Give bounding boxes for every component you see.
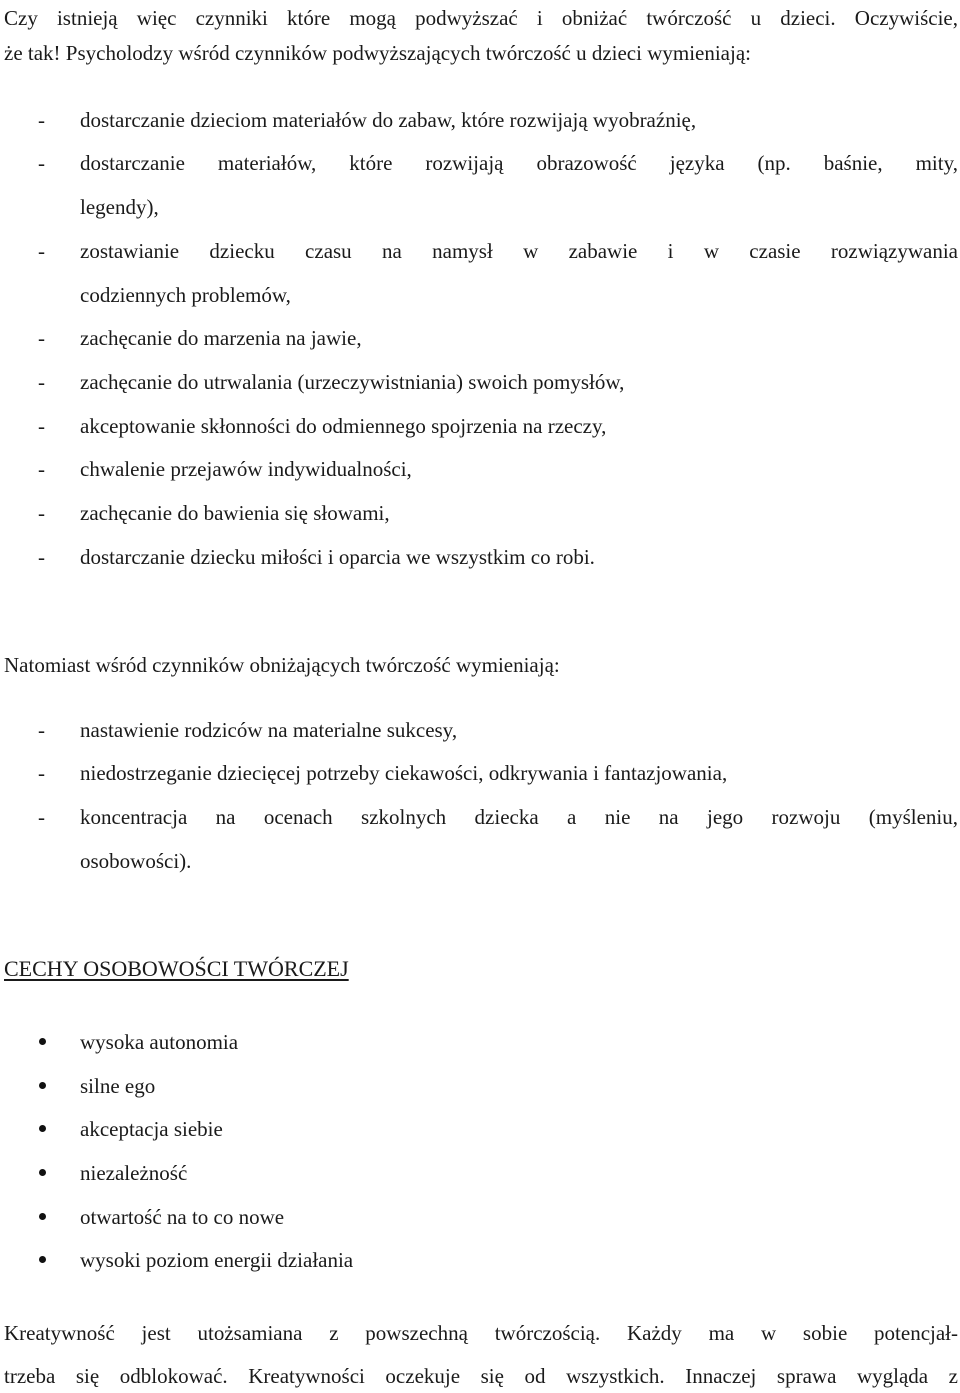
bullet-icon (39, 1256, 46, 1263)
list-dash: - (38, 457, 45, 481)
closing-line-1: Kreatywność jest utożsamiana z powszechną twórczością. Każdy ma w sobie potencjał- (4, 1321, 958, 1345)
list-dash: - (38, 761, 45, 785)
list-item: nastawienie rodziców na materialne sukcesy, (80, 718, 458, 742)
list-item: koncentracja na ocenach szkolnych dziecka a nie na jego rozwoju (myśleniu, (80, 805, 958, 829)
list-dash: - (38, 545, 45, 569)
bullet-icon (39, 1169, 46, 1176)
list-item: zostawianie dziecku czasu na namysł w zabawie i w czasie rozwiązywania (80, 239, 958, 263)
list-dash: - (38, 239, 45, 263)
intro-line-1: Czy istnieją więc czynniki które mogą podwyższać i obniżać twórczość u dzieci. Oczywiście, (4, 6, 958, 30)
list-item: dostarczanie materiałów, które rozwijają obrazowość języka (np. baśnie, mity, (80, 151, 958, 175)
list-item: silne ego (80, 1074, 156, 1098)
list-item: niedostrzeganie dziecięcej potrzeby ciekawości, odkrywania i fantazjowania, (80, 761, 728, 785)
list-item: dostarczanie dziecku miłości i oparcia we wszystkim co robi. (80, 545, 595, 569)
lowering-intro: Natomiast wśród czynników obniżających twórczość wymieniają: (4, 653, 560, 677)
list-item: zachęcanie do marzenia na jawie, (80, 326, 362, 350)
list-dash: - (38, 718, 45, 742)
list-item: otwartość na to co nowe (80, 1205, 285, 1229)
bullet-icon (39, 1082, 46, 1089)
bullet-icon (39, 1038, 46, 1045)
list-item-continuation: legendy), (80, 195, 159, 219)
list-item: niezależność (80, 1161, 188, 1185)
list-item: zachęcanie do utrwalania (urzeczywistniania) swoich pomysłów, (80, 370, 625, 394)
list-item-continuation: codziennych problemów, (80, 283, 291, 307)
list-dash: - (38, 151, 45, 175)
list-item: akceptowanie skłonności do odmiennego spojrzenia na rzeczy, (80, 414, 607, 438)
list-item: wysoki poziom energii działania (80, 1248, 354, 1272)
list-item: dostarczanie dzieciom materiałów do zabaw, które rozwijają wyobraźnię, (80, 108, 697, 132)
list-dash: - (38, 805, 45, 829)
list-dash: - (38, 326, 45, 350)
bullet-icon (39, 1213, 46, 1220)
closing-line-2: trzeba się odblokować. Kreatywności oczekuje się od wszystkich. Innaczej sprawa wygląda z (4, 1364, 958, 1388)
list-item: wysoka autonomia (80, 1030, 239, 1054)
intro-line-2: że tak! Psycholodzy wśród czynników podwyższających twórczość u dzieci wymieniają: (4, 41, 751, 65)
list-dash: - (38, 108, 45, 132)
list-item: zachęcanie do bawienia się słowami, (80, 501, 390, 525)
list-item: akceptacja siebie (80, 1117, 223, 1141)
bullet-icon (39, 1125, 46, 1132)
list-item-continuation: osobowości). (80, 849, 192, 873)
list-dash: - (38, 501, 45, 525)
section-heading: CECHY OSOBOWOŚCI TWÓRCZEJ (4, 956, 349, 981)
list-dash: - (38, 370, 45, 394)
list-dash: - (38, 414, 45, 438)
list-item: chwalenie przejawów indywidualności, (80, 457, 412, 481)
